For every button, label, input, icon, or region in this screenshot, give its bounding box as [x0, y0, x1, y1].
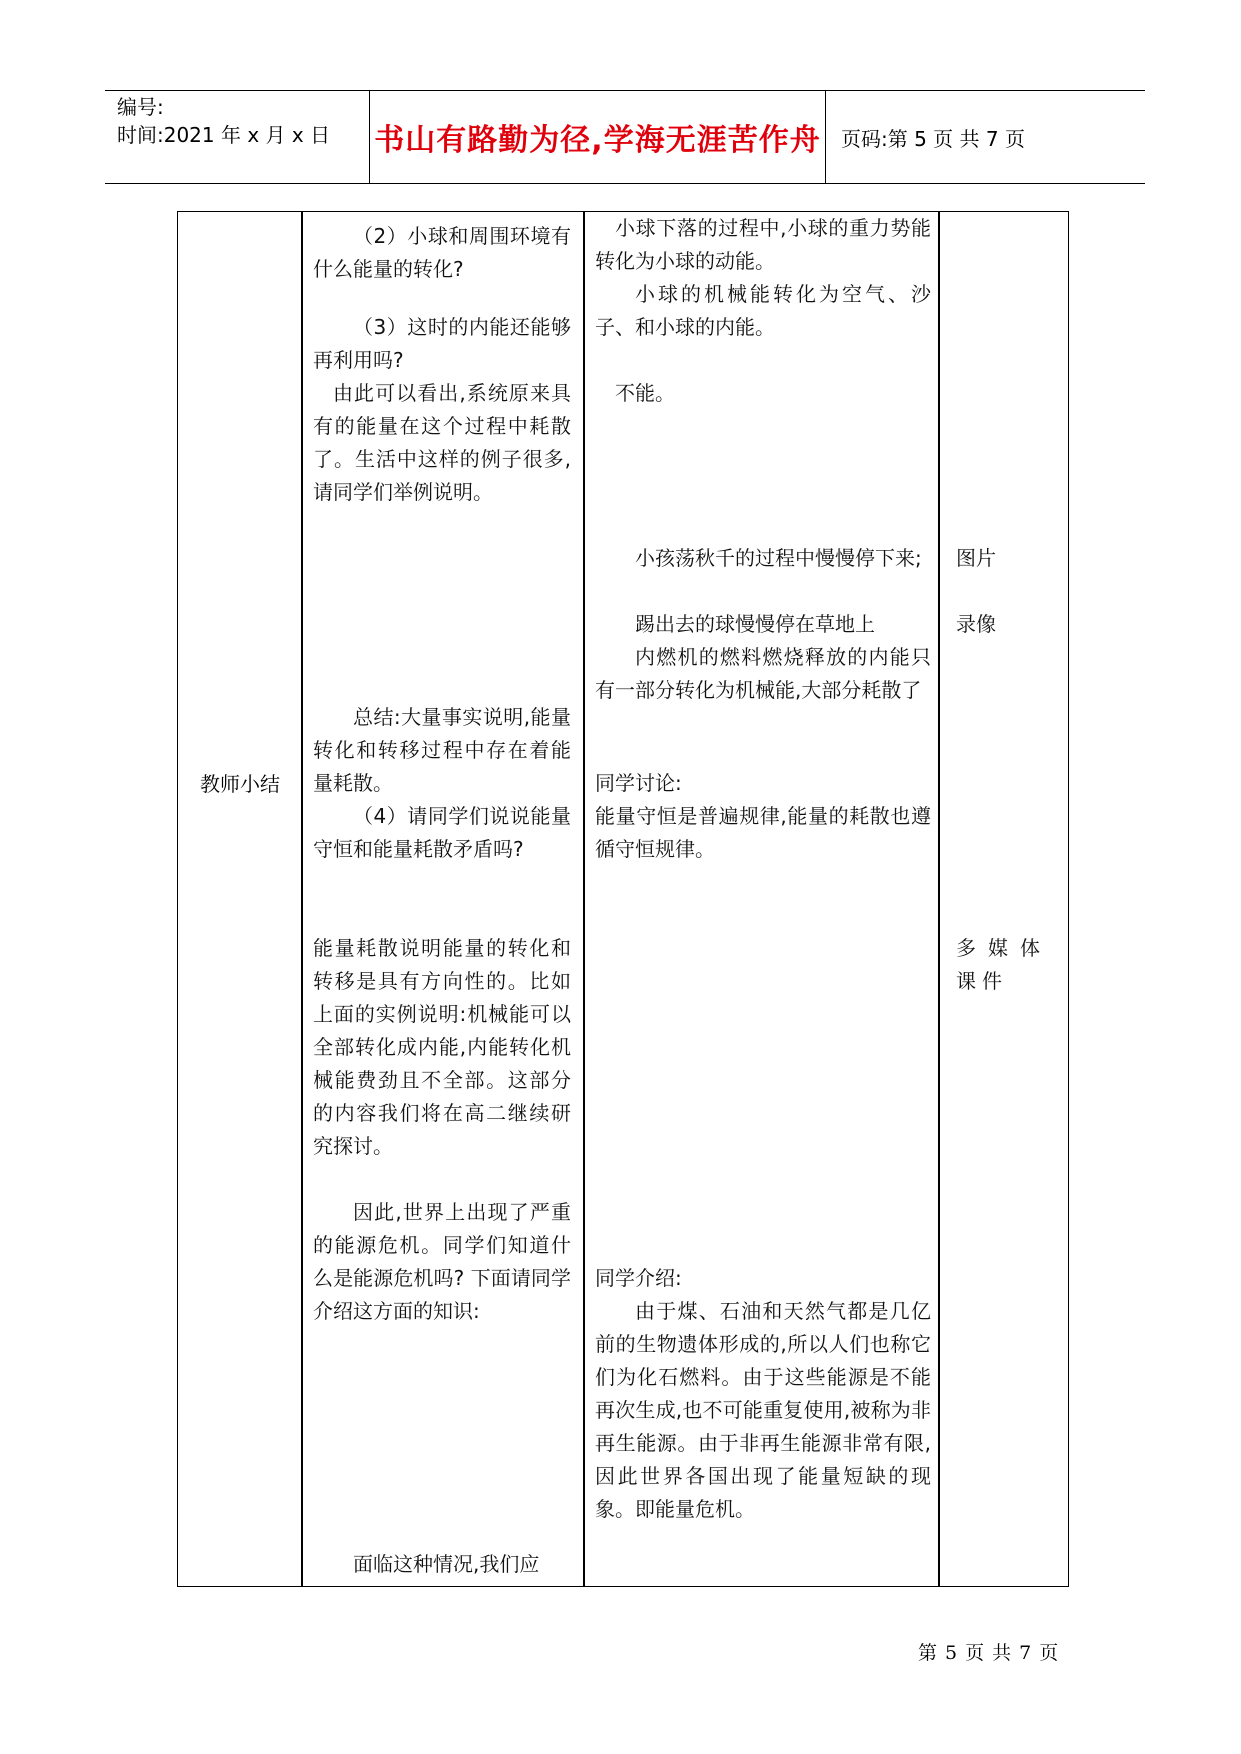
teacher-text: 面临这种情况,我们应: [353, 1552, 540, 1576]
student-example: 小孩荡秋千的过程中慢慢停下来;: [635, 546, 922, 570]
teacher-question: （2）小球和周围环境有什么能量的转化?: [313, 224, 571, 281]
student-example: 内燃机的燃料燃烧释放的内能只有一部分转化为机械能,大部分耗散了: [595, 645, 931, 702]
media-picture: 图片: [956, 546, 996, 570]
footer-text: 页: [1039, 1642, 1059, 1664]
teacher-question: （4）请同学们说说能量守恒和能量耗散矛盾吗?: [313, 804, 571, 861]
column-divider: [938, 212, 940, 1586]
student-answer: 小球的机械能转化为空气、沙子、和小球的内能。: [595, 282, 931, 339]
column-divider: [583, 212, 585, 1586]
student-intro-label: 同学介绍:: [595, 1266, 682, 1290]
footer-page-number: 5: [945, 1642, 958, 1664]
media-video: 录像: [956, 612, 996, 636]
footer-total-pages: 7: [1019, 1642, 1032, 1664]
teacher-question: （3）这时的内能还能够再利用吗?: [313, 315, 571, 372]
footer-text: 第: [918, 1642, 938, 1664]
teacher-summary: 总结:大量事实说明,能量转化和转移过程中存在着能量耗散。: [313, 705, 571, 795]
footer-text: 页: [965, 1642, 985, 1664]
student-example: 踢出去的球慢慢停在草地上: [635, 612, 875, 636]
page-indicator: 页码:第 5 页 共 7 页: [841, 126, 1025, 151]
teacher-text: 因此,世界上出现了严重的能源危机。同学们知道什么是能源危机吗? 下面请同学介绍这方面的知识:: [313, 1200, 571, 1323]
motto: 书山有路勤为径,学海无涯苦作舟: [374, 123, 821, 158]
number-label: 编号:: [117, 95, 164, 119]
student-discussion: 能量守恒是普遍规律,能量的耗散也遵循守恒规律。: [595, 804, 931, 861]
section-label: 教师小结: [200, 772, 280, 796]
header-divider: [825, 91, 826, 183]
time-label: 时间:2021 年 x 月 x 日: [117, 123, 331, 147]
teacher-text: 由此可以看出,系统原来具有的能量在这个过程中耗散了。生活中这样的例子很多,请同学们举例说明。: [313, 381, 571, 504]
media-courseware: 多媒体课件: [956, 936, 1046, 993]
lesson-table: [177, 211, 1069, 1587]
student-answer: 小球下落的过程中,小球的重力势能转化为小球的动能。: [595, 216, 931, 273]
student-answer: 不能。: [615, 381, 675, 405]
page-footer: [918, 1638, 1066, 1665]
student-discussion-label: 同学讨论:: [595, 771, 682, 795]
student-intro: 由于煤、石油和天然气都是几亿前的生物遗体形成的,所以人们也称它们为化石燃料。由于这些能源是不能再次生成,也不可能重复使用,被称为非再生能源。由于非再生能源非常有限,因此世界各国出现了能量短缺的现象。即能量危机。: [595, 1299, 931, 1521]
page-header: [105, 90, 1145, 184]
footer-text: 共: [992, 1642, 1012, 1664]
teacher-text: 能量耗散说明能量的转化和转移是具有方向性的。比如上面的实例说明:机械能可以全部转化成内能,内能转化机械能费劲且不全部。这部分的内容我们将在高二继续研究探讨。: [313, 936, 571, 1158]
column-divider: [301, 212, 303, 1586]
header-meta: [117, 93, 367, 149]
